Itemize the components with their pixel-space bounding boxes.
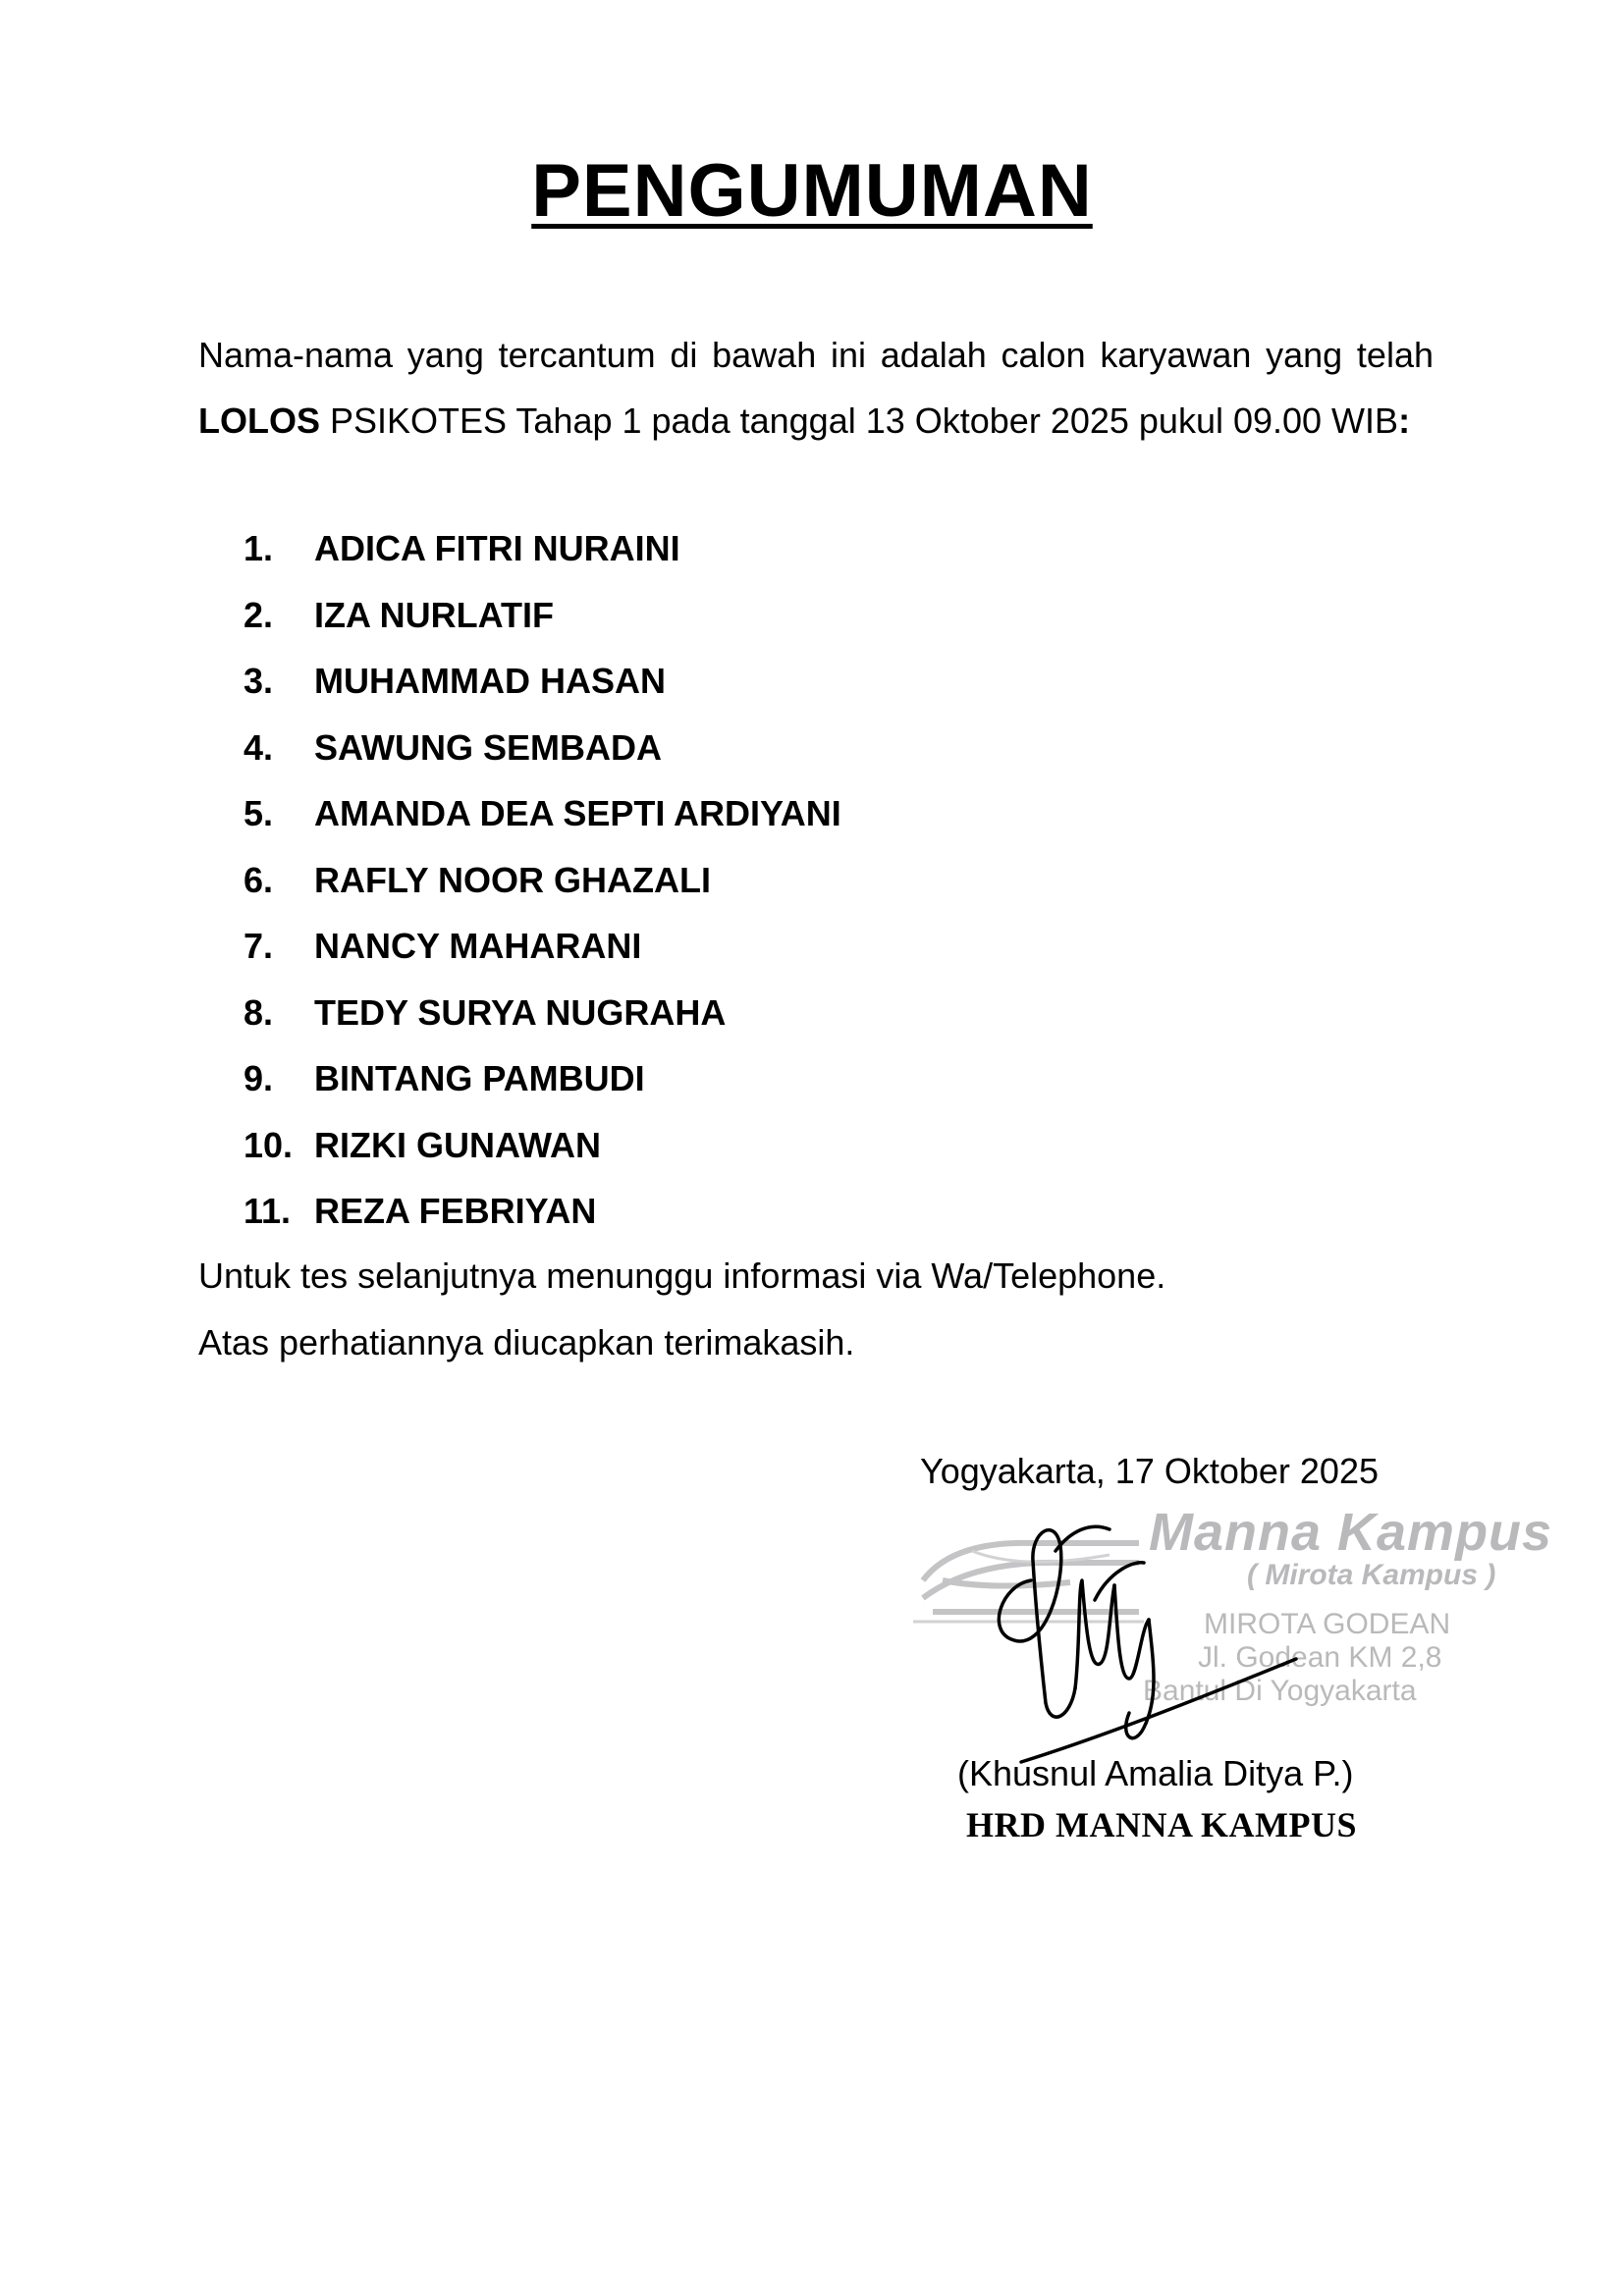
list-item-number: 11. — [244, 1191, 292, 1231]
list-item — [244, 1112, 841, 1179]
intro-colon: : — [1398, 400, 1411, 441]
list-item-number: 8. — [244, 991, 274, 1033]
stamp-address-line: MIROTA GODEAN — [1204, 1608, 1451, 1640]
list-item — [244, 1045, 841, 1112]
signature-icon — [962, 1492, 1316, 1787]
closing-line-info: Untuk tes selanjutnya menunggu informasi via Wa/Telephone. — [198, 1255, 1166, 1296]
list-item — [244, 1178, 841, 1245]
intro-text-after: PSIKOTES Tahap 1 pada tanggal 13 Oktober 2025 pukul 09.00 WIB — [320, 400, 1399, 441]
list-item-number: 5. — [244, 793, 274, 833]
list-item — [244, 913, 841, 980]
list-item-number: 7. — [244, 926, 274, 966]
list-item — [244, 847, 841, 914]
list-item-number: 6. — [244, 859, 274, 900]
stamp-address-line: Bantul Di Yogyakarta — [1143, 1675, 1417, 1707]
list-item — [244, 715, 841, 781]
list-item-name: RAFLY NOOR GHAZALI — [314, 859, 712, 900]
intro-paragraph — [198, 322, 1434, 454]
list-item — [244, 648, 841, 715]
stamp-subtitle: ( Mirota Kampus ) — [1247, 1559, 1496, 1591]
stamp-brand: Manna Kampus — [1149, 1503, 1553, 1562]
place-date: Yogyakarta, 17 Oktober 2025 — [920, 1451, 1379, 1491]
list-item-number: 2. — [244, 594, 274, 635]
candidate-list — [244, 515, 841, 1245]
list-item — [244, 515, 841, 582]
closing-paragraph — [198, 1243, 1165, 1376]
list-item-name: BINTANG PAMBUDI — [314, 1058, 645, 1098]
intro-emphasis: LOLOS — [198, 400, 320, 441]
list-item-name: NANCY MAHARANI — [314, 926, 642, 966]
list-item-name: TEDY SURYA NUGRAHA — [314, 991, 727, 1033]
title-text: PENGUMUMAN — [531, 149, 1093, 233]
list-item-number: 3. — [244, 661, 274, 701]
closing-line-thanks: Atas perhatiannya diucapkan terimakasih. — [198, 1322, 855, 1362]
list-item-number: 4. — [244, 726, 274, 768]
list-item-number: 1. — [244, 528, 274, 568]
list-item-name: AMANDA DEA SEPTI ARDIYANI — [314, 793, 841, 833]
list-item-number: 9. — [244, 1058, 274, 1098]
list-item-name: IZA NURLATIF — [314, 594, 554, 635]
list-item-name: REZA FEBRIYAN — [314, 1191, 597, 1231]
intro-text-before: Nama-nama yang tercantum di bawah ini adalah calon karyawan yang telah — [198, 335, 1434, 375]
signer-department: HRD MANNA KAMPUS — [966, 1805, 1357, 1844]
list-item — [244, 980, 841, 1046]
list-item-name: ADICA FITRI NURAINI — [314, 528, 680, 568]
list-item — [244, 582, 841, 649]
list-item-name: RIZKI GUNAWAN — [314, 1124, 601, 1165]
stamp-address-line: Jl. Godean KM 2,8 — [1198, 1641, 1442, 1674]
list-item-name: MUHAMMAD HASAN — [314, 661, 666, 701]
list-item-number: 10. — [244, 1124, 294, 1165]
list-item-name: SAWUNG SEMBADA — [314, 726, 663, 768]
list-item — [244, 780, 841, 847]
signer-name: (Khusnul Amalia Ditya P.) — [957, 1753, 1354, 1793]
page-title — [0, 147, 1624, 236]
